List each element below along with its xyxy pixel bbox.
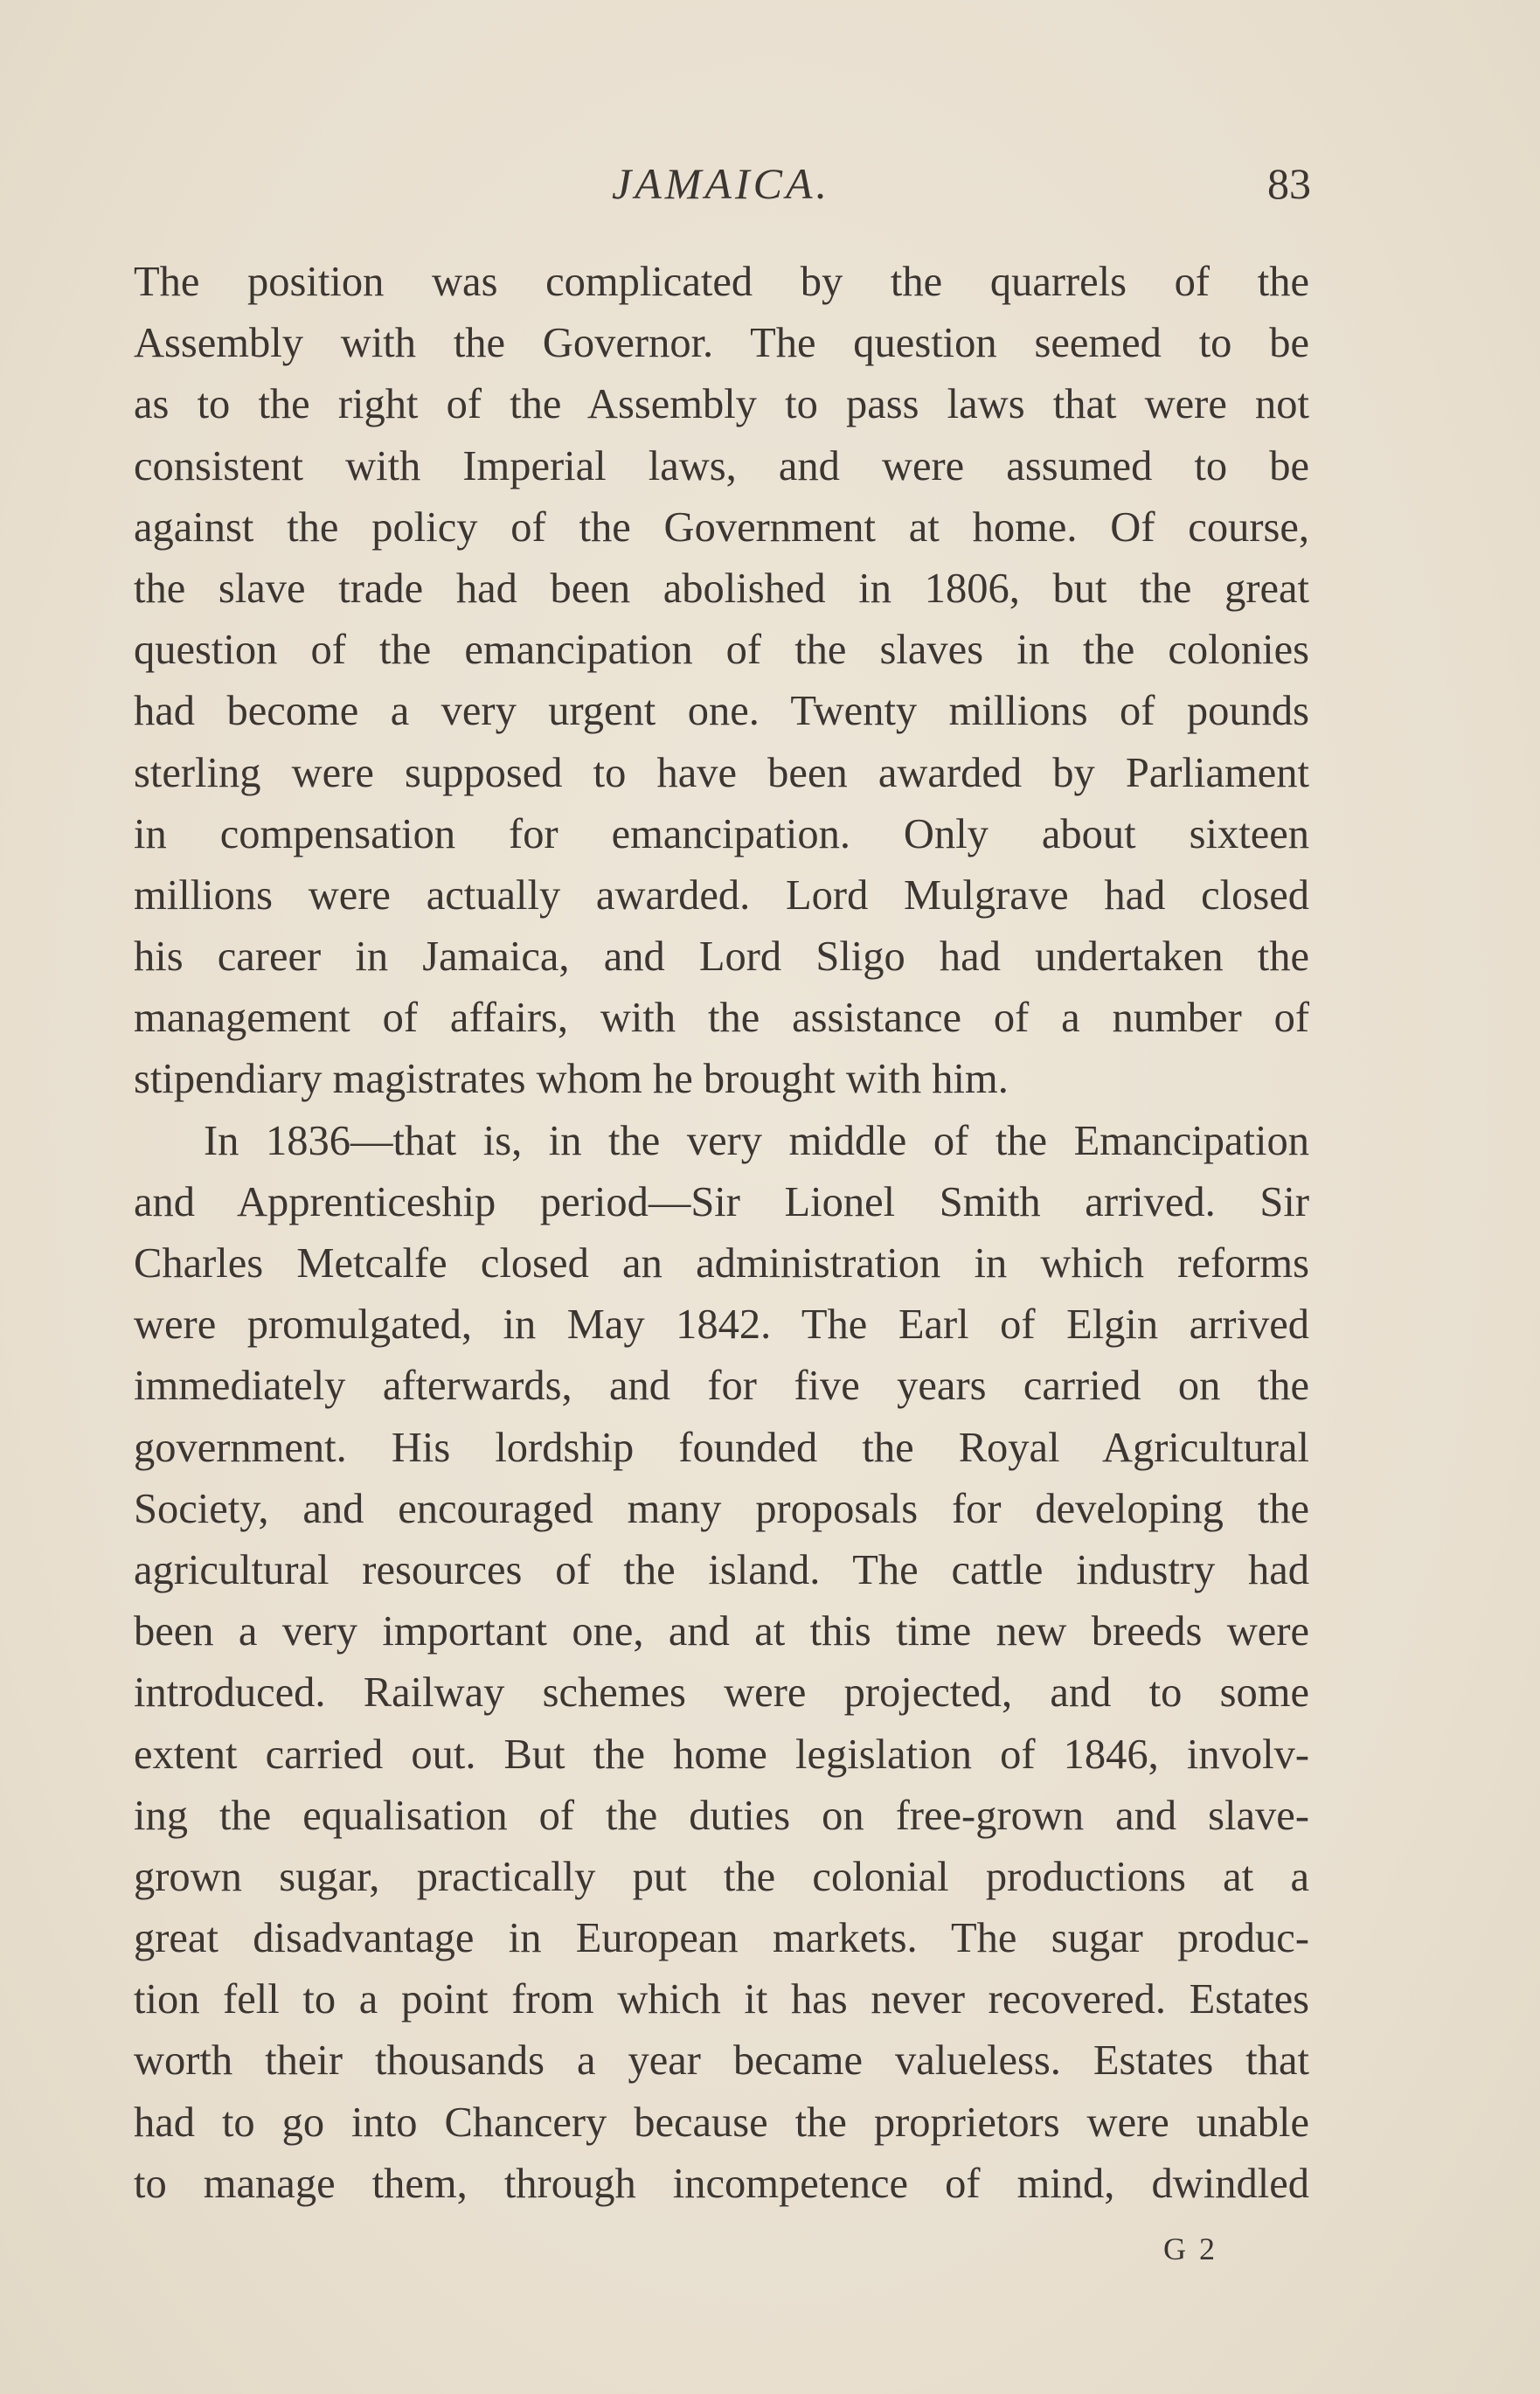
text-line: the slave trade had been abolished in 1806, but the great xyxy=(134,565,1309,612)
text-line: great disadvantage in European markets. The sugar produc- xyxy=(134,1915,1309,1962)
text-line: question of the emancipation of the slaves in the colonies xyxy=(134,627,1309,674)
text-line: had become a very urgent one. Twenty millions of pounds xyxy=(134,688,1309,735)
text-line: worth their thousands a year became valueless. Estates that xyxy=(134,2037,1309,2085)
text-line: against the policy of the Government at home. Of course, xyxy=(134,503,1309,551)
text-line: extent carried out. But the home legislation of 1846, involv- xyxy=(134,1731,1309,1778)
text-line: consistent with Imperial laws, and were assumed to be xyxy=(134,442,1309,489)
signature-mark: G 2 xyxy=(1163,2231,1217,2266)
text-line: been a very important one, and at this time new breeds were xyxy=(134,1608,1309,1655)
text-line: had to go into Chancery because the proprietors were unable xyxy=(134,2099,1309,2146)
text-line: immediately afterwards, and for five years carried on the xyxy=(134,1363,1309,1410)
text-line: Charles Metcalfe closed an administration in which reforms xyxy=(134,1240,1309,1287)
text-line: in compensation for emancipation. Only about sixteen xyxy=(134,810,1309,857)
text-line: his career in Jamaica, and Lord Sligo had undertaken the xyxy=(134,933,1309,981)
text-line: introduced. Railway schemes were projected, and to some xyxy=(134,1669,1309,1717)
text-line: The position was complicated by the quarrels of the xyxy=(134,259,1309,305)
text-line: as to the right of the Assembly to pass laws that were not xyxy=(134,381,1309,428)
text-line: sterling were supposed to have been awarded by Parliament xyxy=(134,749,1309,796)
text-line: In 1836—that is, in the very middle of the Emancipation xyxy=(204,1117,1309,1164)
text-line: grown sugar, practically put the colonial productions at a xyxy=(134,1853,1309,1900)
text-line: and Apprenticeship period—Sir Lionel Smith arrived. Sir xyxy=(134,1178,1309,1225)
text-line: Society, and encouraged many proposals for developing the xyxy=(134,1485,1309,1532)
text-line: tion fell to a point from which it has never recovered. Estates xyxy=(134,1976,1309,2023)
running-head xyxy=(131,149,1311,219)
text-line: millions were actually awarded. Lord Mulgrave had closed xyxy=(134,871,1309,919)
text-line: were promulgated, in May 1842. The Earl of Elgin arrived xyxy=(134,1301,1309,1349)
running-title: JAMAICA. xyxy=(612,159,830,208)
text-line: to manage them, through incompetence of mind, dwindled xyxy=(134,2160,1309,2207)
body-text xyxy=(134,252,1309,2215)
text-line: ing the equalisation of the duties on free-grown and slave- xyxy=(134,1792,1309,1839)
page-number: 83 xyxy=(1267,159,1311,208)
text-line: stipendiary magistrates whom he brought with him. xyxy=(134,1056,1009,1103)
text-line: agricultural resources of the island. The cattle industry had xyxy=(134,1546,1309,1593)
text-line: government. His lordship founded the Royal Agricultural xyxy=(134,1424,1309,1471)
text-line: Assembly with the Governor. The question seemed to be xyxy=(134,320,1309,367)
text-line: management of affairs, with the assistance of a number of xyxy=(134,995,1309,1042)
